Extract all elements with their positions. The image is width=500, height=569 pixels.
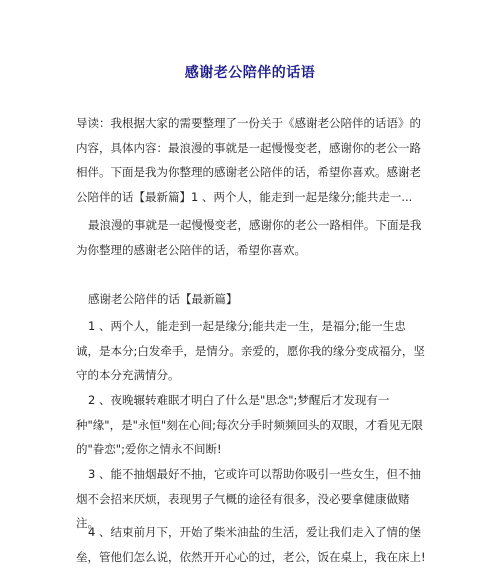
intro-paragraph <box>76 111 426 209</box>
document-title: 感谢老公陪伴的话语 <box>184 65 316 81</box>
summary-text: 最浪漫的事就是一起慢慢变老，感谢你的老公一路相伴。下面是我为你整理的感谢老公陪伴的话，希望你喜欢。 <box>76 218 422 257</box>
list-item-text: 2 、夜晚辗转难眠才明白了什么是"思念";梦醒后才发现有一种"缘"，是"永恒"刻在心间;每次分手时频频回头的双眼，才看见无限的"眷恋";爱你之情永不间断! <box>76 393 424 457</box>
section-heading: 感谢老公陪伴的话【最新篇】 <box>88 292 238 306</box>
intro-text: 导读：我根据大家的需要整理了一份关于《感谢老公陪伴的话语》的内容，具体内容：最浪漫的事就是一起慢慢变老，感谢你的老公一路相伴。下面是我为你整理的感谢老公陪伴的话，希望你喜欢。感谢老公陪伴的话【最新篇】1 、两个人，能走到一起是缘分;能共走一... <box>76 116 421 204</box>
list-item-text: 1 、两个人，能走到一起是缘分;能共走一生，是福分;能一生忠诚，是本分;白发牵手，是情分。亲爱的，愿你我的缘分变成福分，坚守的本分充满情分。 <box>76 319 425 383</box>
list-item-text: 4 、结束前月下，开始了柴米油盐的生活，爱让我们走入了情的堡垒，管他们怎么说，依然开开心心的过，老公，饭在桌上，我在床上! <box>76 525 426 564</box>
list-item-text: 3 、能不抽烟最好不抽，它或许可以帮助你吸引一些女生，但不抽烟不会招来厌烦，表现男子气概的途径有很多，没必要拿健康做赌注。 <box>76 467 421 531</box>
list-item <box>76 314 426 388</box>
list-item <box>76 520 426 569</box>
list-item <box>76 388 426 462</box>
summary-paragraph <box>76 213 426 262</box>
section-heading-paragraph <box>76 287 426 312</box>
